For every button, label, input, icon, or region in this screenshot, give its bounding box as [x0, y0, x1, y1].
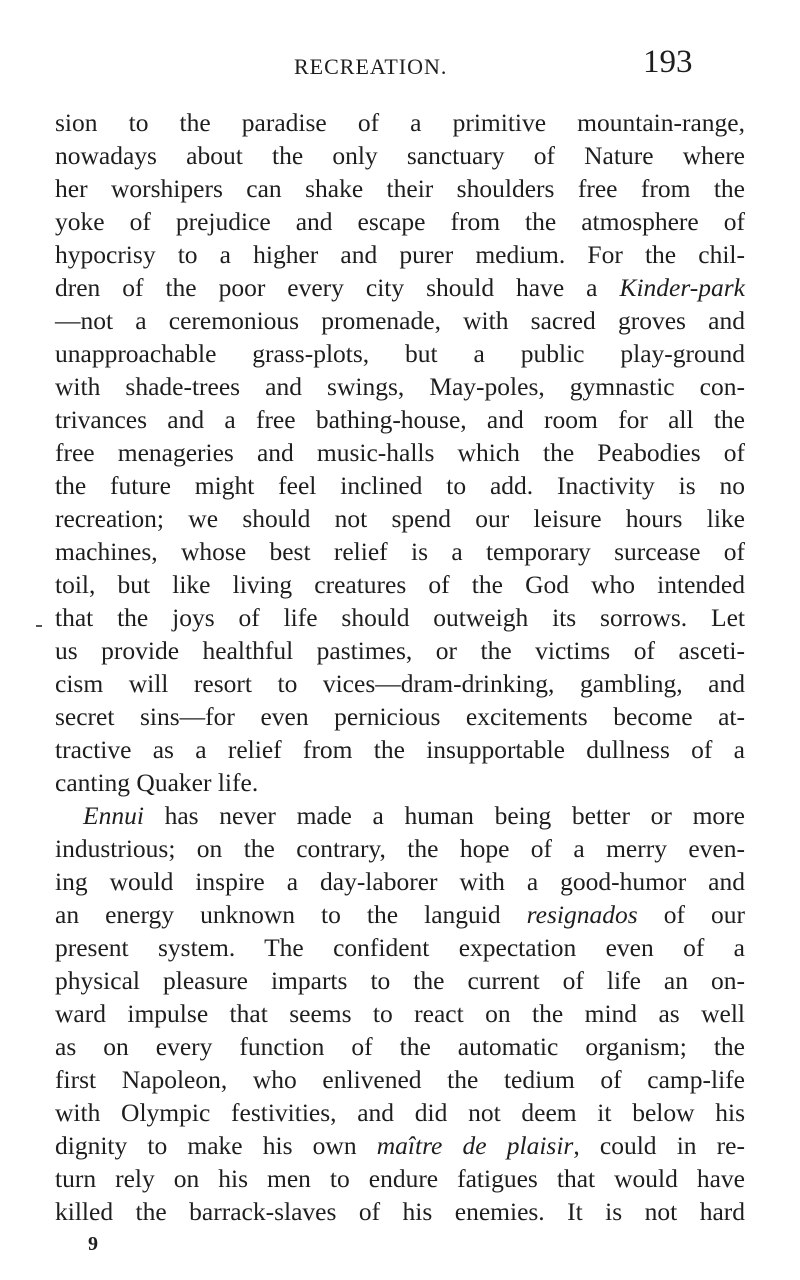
- text-line: toil, but like living creatures of the God who intended: [55, 570, 745, 599]
- text-line: physical pleasure imparts to the current of life an on-: [55, 966, 745, 995]
- text-line: sion to the paradise of a primitive mountain-range,: [55, 108, 745, 137]
- text-line: yoke of prejudice and escape from the atmosphere of: [55, 207, 745, 236]
- page-number: 193: [643, 44, 693, 80]
- running-head: [0, 44, 800, 84]
- text-line: killed the barrack-slaves of his enemies. It is not hard: [55, 1197, 745, 1226]
- italic-term: maître de plaisir: [376, 1131, 574, 1160]
- text-line: turn rely on his men to endure fatigues that would have: [55, 1164, 745, 1193]
- text-line: [55, 799, 745, 832]
- text-line: industrious; on the contrary, the hope of a merry even-: [55, 834, 745, 863]
- text-line: secret sins—for even pernicious excitements become at-: [55, 702, 745, 731]
- text-run: has never made a human being better or more: [143, 801, 745, 830]
- text-line: ward impulse that seems to react on the mind as well: [55, 999, 745, 1028]
- text-line: present system. The confident expectation even of a: [55, 933, 745, 962]
- text-line: cism will resort to vices—dram-drinking, gambling, and: [55, 669, 745, 698]
- text-line: [55, 1129, 745, 1162]
- text-run: dren of the poor every city should have a: [55, 273, 620, 302]
- italic-term: Kinder-park: [619, 273, 745, 302]
- body-text: [55, 106, 745, 1228]
- text-line: nowadays about the only sanctuary of Nature where: [55, 141, 745, 170]
- text-line: —not a ceremonious promenade, with sacred groves and: [55, 306, 745, 335]
- text-line: machines, whose best relief is a temporary surcease of: [55, 537, 745, 566]
- text-line: the future might feel inclined to add. Inactivity is no: [55, 471, 745, 500]
- text-line: her worshipers can shake their shoulders free from the: [55, 174, 745, 203]
- running-title: RECREATION.: [294, 54, 448, 79]
- italic-term: resignados: [526, 900, 638, 929]
- text-run: , could in re-: [573, 1131, 745, 1160]
- text-run: of our: [637, 900, 745, 929]
- signature-mark: 9: [88, 1233, 98, 1255]
- text-line: with Olympic festivities, and did not deem it below his: [55, 1098, 745, 1127]
- text-line: ing would inspire a day-laborer with a good-humor and: [55, 867, 745, 896]
- text-line: first Napoleon, who enlivened the tedium of camp-life: [55, 1065, 745, 1094]
- text-line: free menageries and music-halls which the Peabodies of: [55, 438, 745, 467]
- text-line: that the joys of life should outweigh its sorrows. Let: [55, 603, 745, 632]
- text-line: [55, 271, 745, 304]
- text-line: with shade-trees and swings, May-poles, gymnastic con-: [55, 372, 745, 401]
- text-line: hypocrisy to a higher and purer medium. For the chil-: [55, 240, 745, 269]
- text-run: an energy unknown to the languid: [55, 900, 527, 929]
- text-line: canting Quaker life.: [55, 768, 259, 797]
- text-line: unapproachable grass-plots, but a public play-ground: [55, 339, 745, 368]
- margin-mark: [36, 625, 42, 627]
- text-line: us provide healthful pastimes, or the victims of asceti-: [55, 636, 745, 665]
- text-run: dignity to make his own: [55, 1131, 377, 1160]
- italic-term: Ennui: [83, 801, 144, 830]
- text-line: trivances and a free bathing-house, and room for all the: [55, 405, 745, 434]
- text-line: tractive as a relief from the insupportable dullness of a: [55, 735, 745, 764]
- text-line: [55, 898, 745, 931]
- text-line: recreation; we should not spend our leisure hours like: [55, 504, 745, 533]
- text-line: as on every function of the automatic organism; the: [55, 1032, 745, 1061]
